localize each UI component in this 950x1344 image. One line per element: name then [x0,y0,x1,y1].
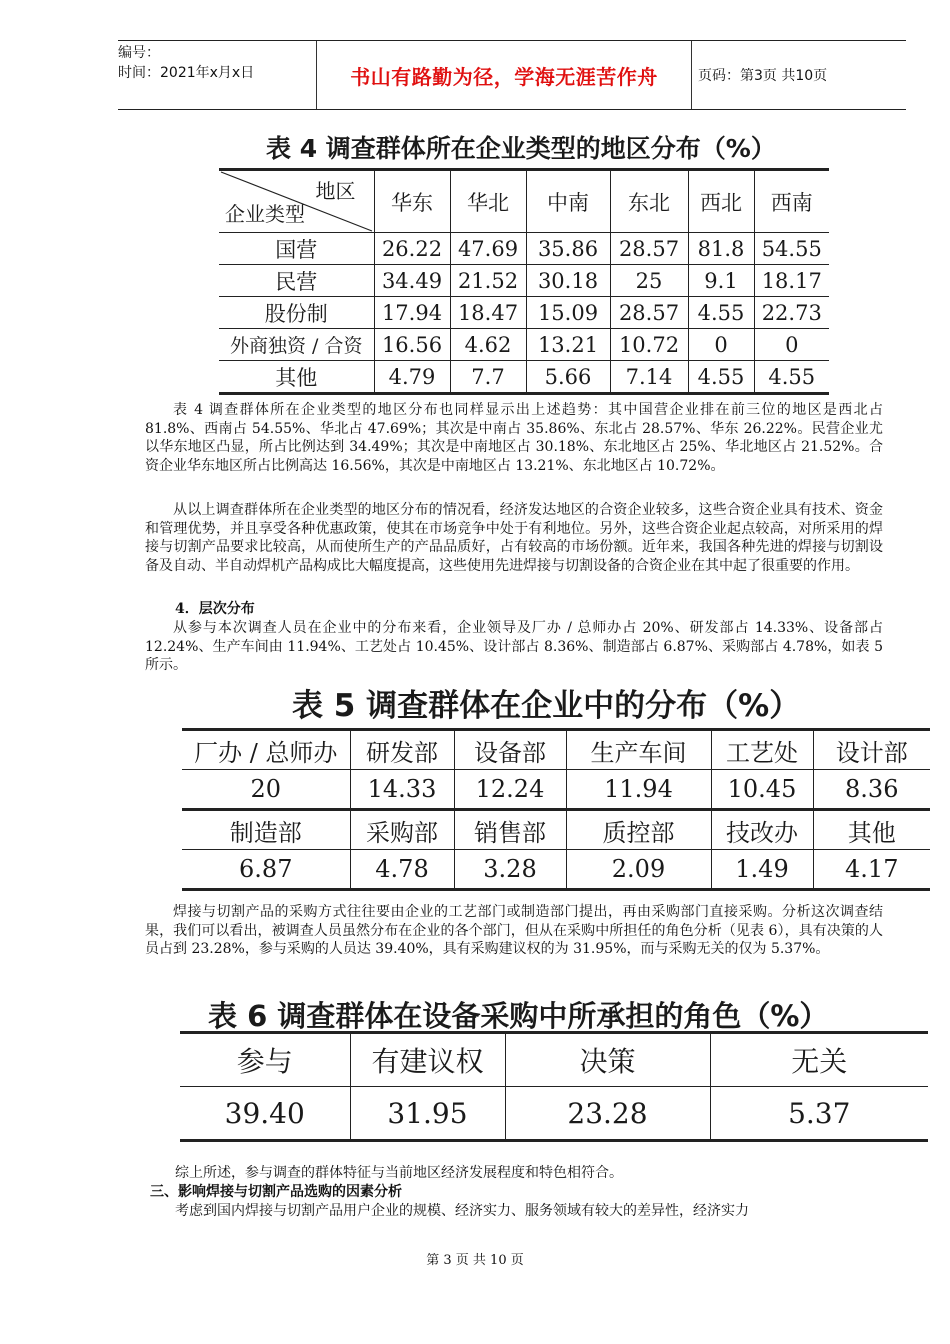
table4-row [219,297,829,329]
table6-role-value: 31.95 [350,1087,505,1141]
table4-value-cell: 16.56 [374,329,450,361]
table4-value-cell: 5.66 [526,361,610,394]
table4-type-cell: 股份制 [219,297,374,329]
table4-region-header: 东北 [610,170,688,233]
table5-value-row [182,850,930,890]
table4-value-cell: 0 [754,329,829,361]
table5-dept-value: 14.33 [350,770,454,810]
page-header [118,40,906,110]
table5-dept-value: 4.17 [813,850,930,890]
table6-role-label: 无关 [710,1033,928,1087]
paragraph-summary: 综上所述，参与调查的群体特征与当前地区经济发展程度和特色相符合。 [175,1165,623,1181]
table4-value-cell: 15.09 [526,297,610,329]
table5-dept-value: 8.36 [813,770,930,810]
table5-dept-value: 10.45 [711,770,813,810]
table6 [180,1031,928,1142]
table4-region-header: 中南 [526,170,610,233]
table5-dept-label: 制造部 [182,810,350,850]
table5-dept-value: 11.94 [566,770,711,810]
page-footer: 第 3 页 共 10 页 [426,1253,524,1268]
table4-value-cell: 35.86 [526,233,610,265]
paragraph-factors-intro: 考虑到国内焊接与切割产品用户企业的规模、经济实力、服务领域有较大的差异性，经济实力 [175,1203,749,1219]
paragraph-procurement-roles: 焊接与切割产品的采购方式往往要由企业的工艺部门或制造部门提出，再由采购部门直接采购。分析这次调查结果，我们可以看出，被调查人员虽然分布在企业的各个部门，但从在采购中所担任的角色分析（见表 6），具有决策的人员占到 23.28%，参与采购的人员达 39.40%，具有采购建议权的为 31.95%，而与采购无关的仅为 5.37%。 [145,904,883,957]
table6-role-label: 有建议权 [350,1033,505,1087]
table4-value-cell: 30.18 [526,265,610,297]
table5-dept-label: 研发部 [350,730,454,770]
table5-dept-label: 设计部 [813,730,930,770]
table4-value-cell: 18.47 [450,297,526,329]
table5-dept-value: 1.49 [711,850,813,890]
table4-row [219,361,829,394]
table4-corner-cell [219,170,374,233]
table4-value-cell: 22.73 [754,297,829,329]
table5-dept-value: 4.78 [350,850,454,890]
table4-caption: 表 4 调查群体所在企业类型的地区分布（%） [266,134,776,163]
table4-value-cell: 81.8 [688,233,754,265]
table5-dept-label: 采购部 [350,810,454,850]
table6-role-label: 参与 [180,1033,350,1087]
table5-dept-label: 设备部 [454,730,566,770]
time-label: 时间：2021年x月x日 [118,65,255,81]
table4-type-cell: 外商独资 / 合资 [219,329,374,361]
table5-dept-value: 20 [182,770,350,810]
number-label: 编号： [118,45,160,61]
table4-header-row [219,170,829,233]
table4-type-cell: 国营 [219,233,374,265]
table4-row [219,329,829,361]
corner-type-label: 企业类型 [225,202,305,226]
table4-value-cell: 34.49 [374,265,450,297]
table6-role-value: 5.37 [710,1087,928,1141]
table4-value-cell: 4.55 [688,361,754,394]
paragraph-level-distribution: 从参与本次调查人员在企业中的分布来看，企业领导及厂办 / 总师办占 20%、研发部占 14.33%、设备部占 12.24%、生产车间由 11.94%、工艺处占 10.45%、设计部占 8.36%、制造部占 6.87%、采购部占 4.78%，如表 5 所示。 [145,620,883,673]
table5 [182,728,930,891]
table4-value-cell: 28.57 [610,297,688,329]
table5-dept-label: 其他 [813,810,930,850]
section-heading-factors: 三、影响焊接与切割产品选购的因素分析 [150,1184,402,1200]
table5-label-row [182,810,930,850]
table5-dept-label: 销售部 [454,810,566,850]
table5-dept-label: 质控部 [566,810,711,850]
table4-value-cell: 18.17 [754,265,829,297]
table5-dept-value: 12.24 [454,770,566,810]
table5-dept-label: 工艺处 [711,730,813,770]
paragraph-jv-analysis: 从以上调查群体所在企业类型的地区分布的情况看，经济发达地区的合资企业较多，这些合资企业具有技术、资金和管理优势，并且享受各种优惠政策，使其在市场竞争中处于有利地位。另外，这些合资企业起点较高，对所采用的焊接与切割产品要求比较高，从而使所生产的产品品质好，占有较高的市场份额。近年来，我国各种先进的焊接与切割设备及自动、半自动焊机产品构成比大幅度提高，这些使用先进焊接与切割设备的合资企业在其中起了很重要的作用。 [145,502,883,574]
table4-region-header: 华东 [374,170,450,233]
table4-value-cell: 25 [610,265,688,297]
table4-value-cell: 4.55 [688,297,754,329]
table4-value-cell: 4.55 [754,361,829,394]
table4-value-cell: 17.94 [374,297,450,329]
table5-dept-label: 厂办 / 总师办 [182,730,350,770]
section-heading-level-distribution: 4．层次分布 [175,601,255,617]
table5-dept-value: 3.28 [454,850,566,890]
table4-value-cell: 47.69 [450,233,526,265]
table6-role-value: 23.28 [505,1087,710,1141]
table4-region-header: 西北 [688,170,754,233]
table4-value-cell: 7.7 [450,361,526,394]
table4-type-cell: 其他 [219,361,374,394]
header-motto: 书山有路勤为径，学海无涯苦作舟 [316,41,692,109]
table4-value-cell: 0 [688,329,754,361]
table5-label-row [182,730,930,770]
header-meta [118,41,316,111]
corner-region-label: 地区 [315,179,356,203]
table4-type-cell: 民营 [219,265,374,297]
table4-row [219,233,829,265]
table6-role-value: 39.40 [180,1087,350,1141]
table5-dept-label: 生产车间 [566,730,711,770]
table4-value-cell: 7.14 [610,361,688,394]
table6-label-row [180,1033,928,1087]
table4 [219,168,829,395]
table4-value-cell: 4.79 [374,361,450,394]
table4-value-cell: 26.22 [374,233,450,265]
table4-value-cell: 10.72 [610,329,688,361]
table5-caption: 表 5 调查群体在企业中的分布（%） [292,688,801,724]
table5-dept-label: 技改办 [711,810,813,850]
table6-caption: 表 6 调查群体在设备采购中所承担的角色（%） [208,999,829,1033]
table5-value-row [182,770,930,810]
table6-value-row [180,1087,928,1141]
table4-value-cell: 21.52 [450,265,526,297]
table5-dept-value: 6.87 [182,850,350,890]
table4-region-header: 华北 [450,170,526,233]
table4-value-cell: 13.21 [526,329,610,361]
table4-value-cell: 28.57 [610,233,688,265]
header-page-label: 页码：第3页 共10页 [698,68,828,84]
table4-value-cell: 4.62 [450,329,526,361]
table4-value-cell: 9.1 [688,265,754,297]
table6-role-label: 决策 [505,1033,710,1087]
table5-dept-value: 2.09 [566,850,711,890]
table4-value-cell: 54.55 [754,233,829,265]
table4-region-header: 西南 [754,170,829,233]
paragraph-table4-analysis: 表 4 调查群体所在企业类型的地区分布也同样显示出上述趋势：其中国营企业排在前三位的地区是西北占 81.8%、西南占 54.55%、华北占 47.69%；其次是中南占 35.86%、东北占 28.57%、华东 26.22%。民营企业尤以华东地区凸显，所占比例达到 34.49%；其次是中南地区占 30.18%、东北地区占 25%、华北地区占 21.52%。合资企业华东地区所占比例高达 16.56%，其次是中南地区占 13.21%、东北地区占 10.72%。 [145,402,883,474]
table4-row [219,265,829,297]
